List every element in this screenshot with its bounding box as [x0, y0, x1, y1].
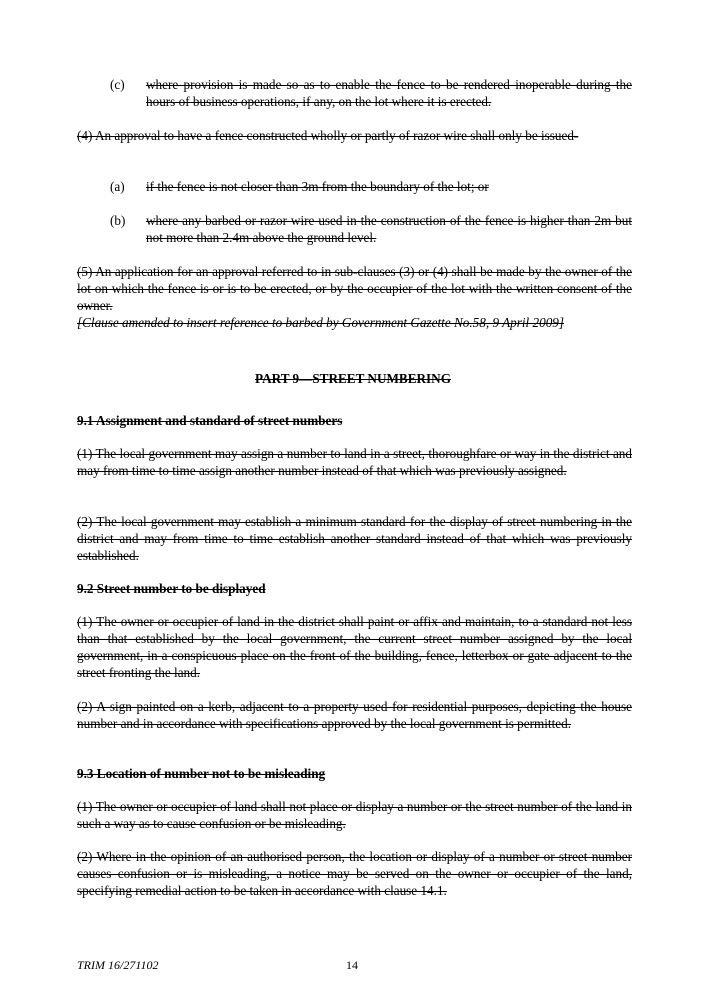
- sub-clause-b-text: where any barbed or razor wire used in the construction of the fence is higher than 2m but not more than 2.4m above the ground level.: [146, 213, 632, 245]
- section-9-1-paragraph-1: (1) The local government may assign a number to land in a street, thoroughfare or way in the district and may from time to time assign another number instead of that which was previously assigned.: [77, 446, 632, 478]
- section-9-1-heading: 9.1 Assignment and standard of street numbers: [77, 413, 343, 428]
- sub-clause-c-marker: (c): [110, 77, 125, 92]
- section-9-1-paragraph-2: (2) The local government may establish a minimum standard for the display of street numbering in the district and may from time to time establish another standard instead of that which was previously established.: [77, 514, 632, 563]
- sub-clause-a: [110, 178, 632, 195]
- sub-clause-a-marker: (a): [110, 179, 125, 194]
- section-9-3-heading: 9.3 Location of number not to be misleading: [77, 766, 326, 781]
- clause-4-text: (4) An approval to have a fence constructed wholly or partly of razor wire shall only be issued-: [77, 128, 579, 143]
- sub-clause-c-text: where provision is made so as to enable the fence to be rendered inoperable during the hours of business operations, if any, on the lot where it is erected.: [146, 77, 632, 109]
- section-9-3-paragraph-1: (1) The owner or occupier of land shall not place or display a number or the street number of the land in such a way as to cause confusion or be misleading.: [77, 799, 632, 831]
- sub-clause-a-text: if the fence is not closer than 3m from the boundary of the lot; or: [146, 179, 489, 194]
- sub-clause-b-marker: (b): [110, 213, 126, 228]
- section-9-2-heading: 9.2 Street number to be displayed: [77, 581, 266, 596]
- section-9-3-paragraph-2: (2) Where in the opinion of an authorised person, the location or display of a number or street number causes confusion or is misleading, a notice may be served on the owner or occupier of the land, specifying remedial action to be taken in accordance with clause 14.1.: [77, 849, 632, 898]
- section-9-2-paragraph-1: (1) The owner or occupier of land in the district shall paint or affix and maintain, to a standard not less than that established by the local government, the current street number assigned by the local government, in a conspicuous place on the front of the building, fence, letterbox or gate adjacent to the street fronting the land.: [77, 614, 632, 680]
- footer-document-reference: TRIM 16/271102: [77, 958, 159, 972]
- part-9-heading: PART 9—STREET NUMBERING: [255, 371, 451, 386]
- clause-5-text: (5) An application for an approval referred to in sub-clauses (3) or (4) shall be made by the owner of the lot on which the fence is or is to be erected, or by the occupier of the lot with the written consent of the owner.: [77, 264, 632, 313]
- sub-clause-c: [110, 76, 632, 110]
- clause-5-amendment-note: [Clause amended to insert reference to barbed by Government Gazette No.58, 9 April 2009]: [77, 315, 565, 330]
- section-9-2-paragraph-2: (2) A sign painted on a kerb, adjacent to a property used for residential purposes, depicting the house number and in accordance with specifications approved by the local government is permitted.: [77, 699, 632, 731]
- footer-page-number: 14: [346, 958, 358, 972]
- sub-clause-b: [110, 212, 632, 246]
